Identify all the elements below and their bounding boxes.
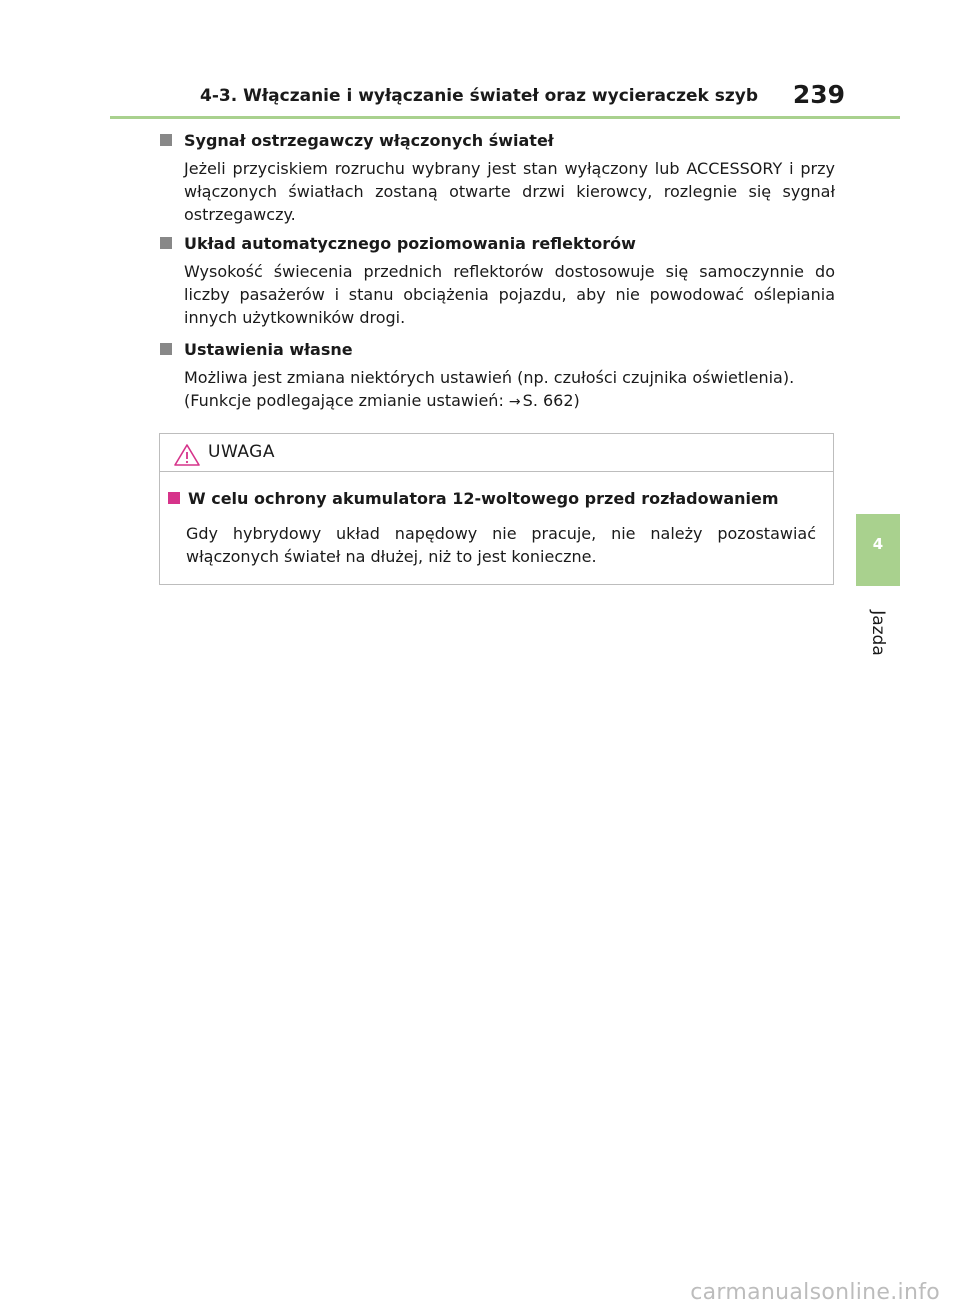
section-body: Wysokość świecenia przednich reflektorów dostosowuje się samoczynnie do liczby pasażerów i stanu obciążenia pojazdu, aby nie powodować oślepiania innych użytkowników drogi. <box>184 262 835 327</box>
chapter-tab-label: Jazda <box>868 610 888 656</box>
section-body-line <box>184 389 835 414</box>
warning-triangle-icon <box>174 443 200 467</box>
bullet-square-icon <box>160 237 172 249</box>
warning-body: Gdy hybrydowy układ napędowy nie pracuje, nie należy pozostawiać włączonych świateł na dłużej, niż to jest konieczne. <box>186 524 816 566</box>
section-heading-text: Sygnał ostrzegawczy włączonych świateł <box>184 131 554 150</box>
section-heading <box>160 129 835 153</box>
chapter-tab[interactable] <box>856 514 900 586</box>
bullet-square-icon <box>168 492 180 504</box>
section-body <box>184 366 835 414</box>
warning-header <box>160 434 833 472</box>
section-custom-settings <box>160 338 835 414</box>
section-heading-text: Układ automatycznego poziomowania reflektorów <box>184 234 636 253</box>
section-light-warning <box>160 129 835 226</box>
bullet-square-icon <box>160 134 172 146</box>
page-reference-link[interactable]: S. 662) <box>522 391 580 410</box>
chapter-tab-number: 4 <box>872 535 884 553</box>
warning-box <box>159 433 834 585</box>
section-heading-text: Ustawienia własne <box>184 340 353 359</box>
section-heading <box>160 232 835 256</box>
arrow-right-icon: → <box>508 394 521 410</box>
section-body-line: Możliwa jest zmiana niektórych ustawień (np. czułości czujnika oświetlenia). <box>184 368 795 387</box>
page-number: 239 <box>792 80 845 109</box>
chapter-title: 4-3. Włączanie i wyłączanie świateł oraz wycieraczek szyb <box>200 86 758 106</box>
section-headlight-leveling <box>160 232 835 329</box>
warning-title: UWAGA <box>208 442 275 462</box>
warning-heading-text: W celu ochrony akumulatora 12-woltowego przed rozładowaniem <box>188 489 779 508</box>
page-header <box>110 78 900 119</box>
watermark-text: carmanualsonline.info <box>690 1280 940 1305</box>
bullet-square-icon <box>160 343 172 355</box>
section-heading <box>160 338 835 362</box>
section-body: Jeżeli przyciskiem rozruchu wybrany jest stan wyłączony lub ACCESSORY i przy włączonych światłach zostaną otwarte drzwi kierowcy, rozlegnie się sygnał ostrzegawczy. <box>184 159 835 224</box>
reference-prefix: (Funkcje podlegające zmianie ustawień: <box>184 391 509 410</box>
